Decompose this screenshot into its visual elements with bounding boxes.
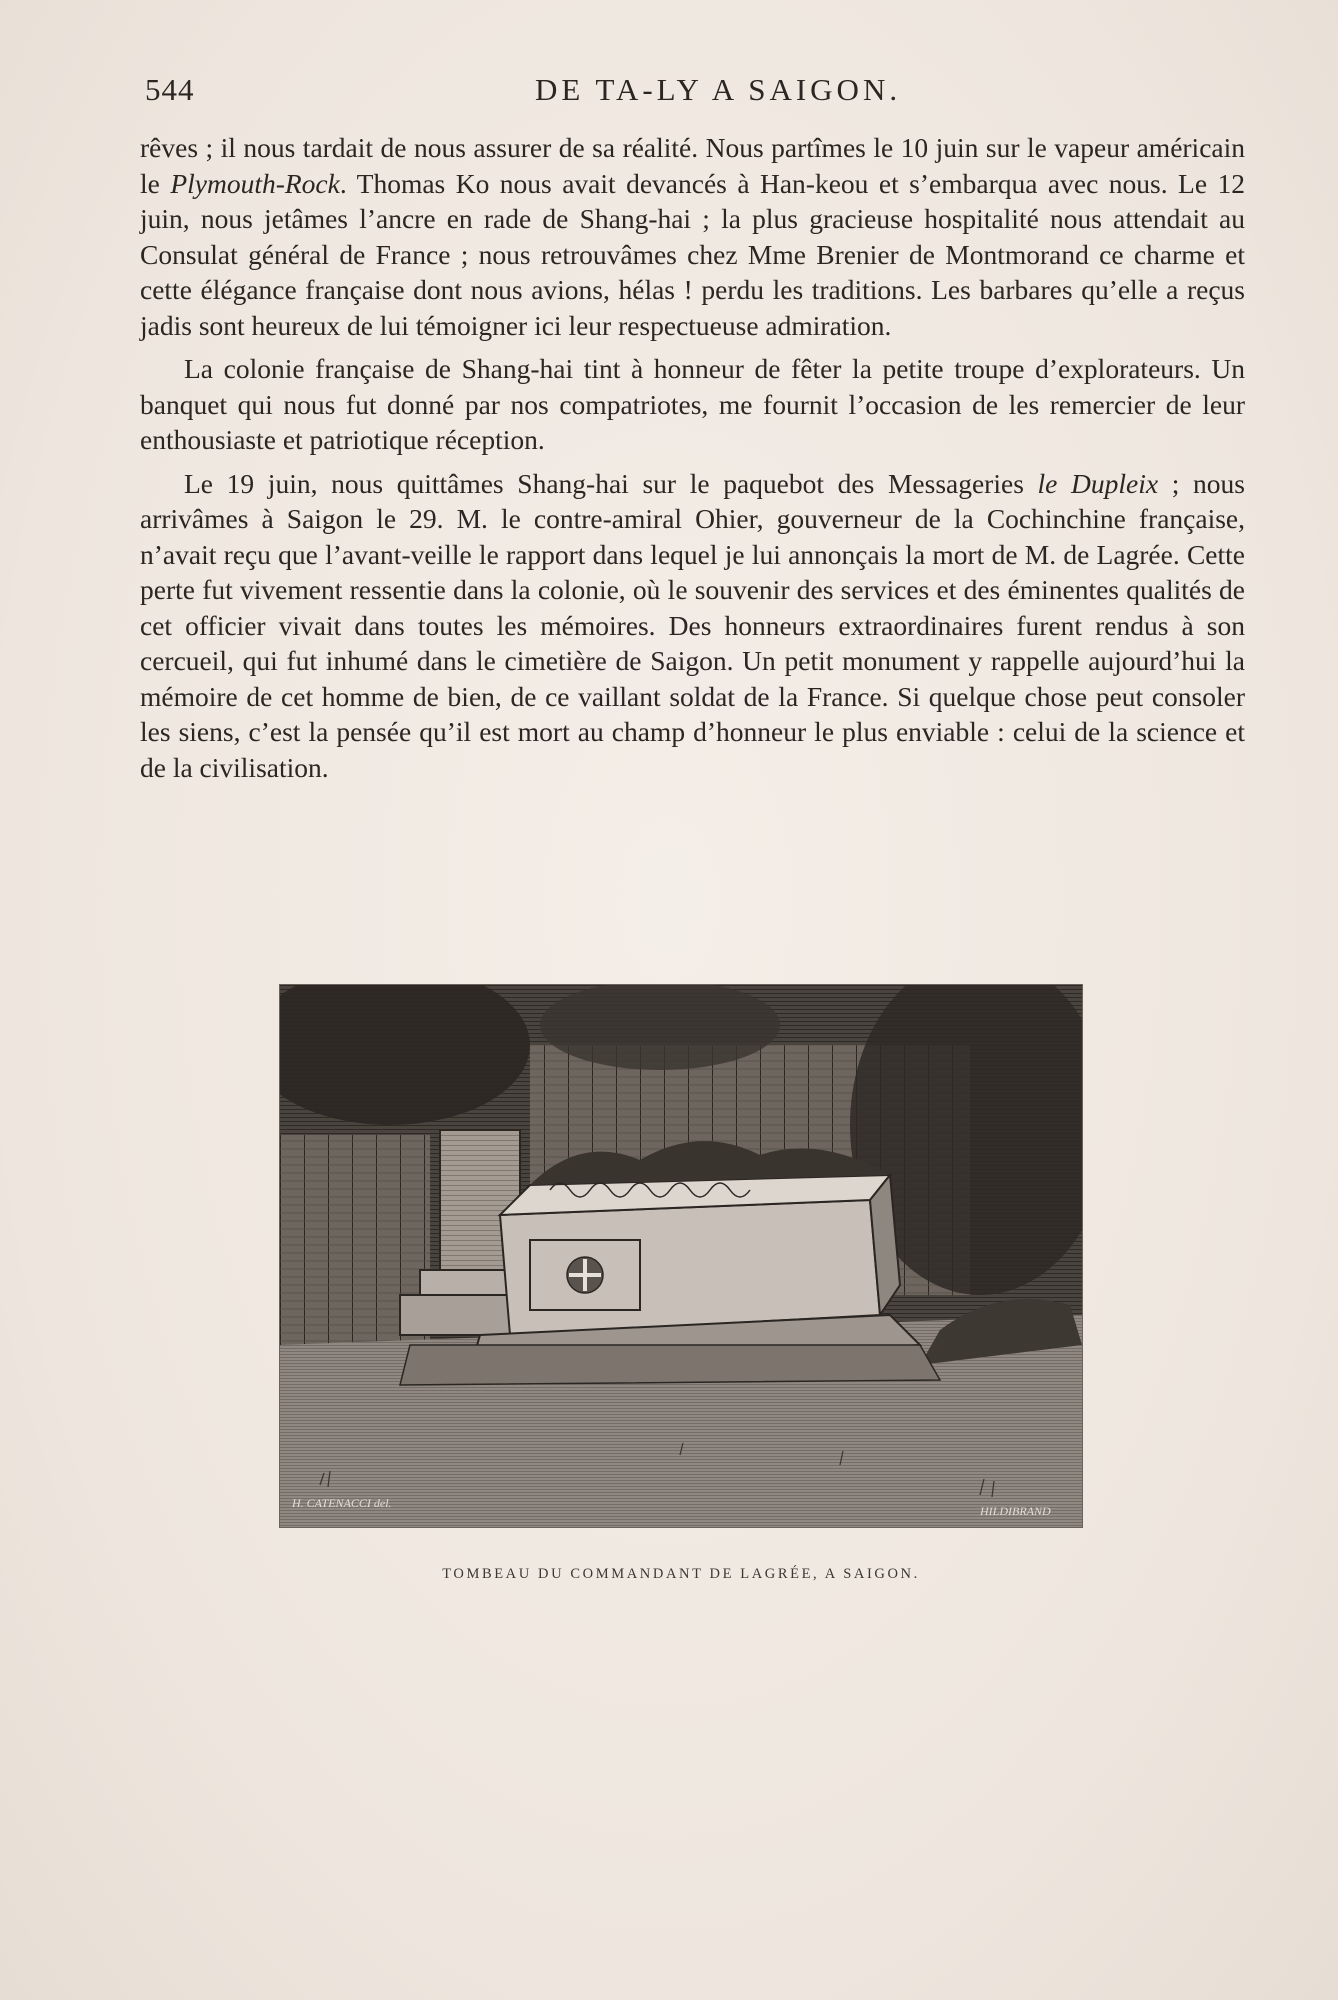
paragraph-2: La colonie française de Shang-hai tint à honneur de fêter la petite troupe d’explorateurs. Un banquet qui nous fut donné par nos compatriotes, me fournit l’occasion de les remercier de leur enthousiaste et patriotique réception. <box>140 353 1245 455</box>
cross-emblem <box>567 1257 603 1293</box>
engraver-signature-left: H. CATENACCI del. <box>292 1496 392 1510</box>
paragraph-3 <box>140 466 1245 786</box>
page-number: 544 <box>145 72 195 107</box>
engraving-drawing <box>280 985 1082 1527</box>
paragraph-1-text-a: rêves ; il nous tardait de nous assurer de sa réalité. Nous partîmes le 10 juin sur le vapeur américain le <box>140 132 1245 199</box>
paragraph-3-text-b: ; nous arrivâmes à Saigon le 29. M. le contre-amiral Ohier, gouverneur de la Cochinchine française, n’avait reçu que l’avant-veille le rapport dans lequel je lui annonçais la mort de M. de Lagrée. Cette perte fut vivement ressentie dans la colonie, où le souvenir des services et des éminentes qualités de cet officier vivait dans toutes les mémoires. Des honneurs extraordinaires furent rendus à son cercueil, qui fut inhumé dans le cimetière de Saigon. Un petit monument y rappelle aujourd’hui la mémoire de cet homme de bien, de ce vaillant soldat de la France. Si quelque chose peut consoler les siens, c’est la pensée qu’il est mort au champ d’honneur le plus enviable : celui de la science et de la civilisation. <box>140 467 1246 783</box>
paragraph-3-text-a: Le 19 juin, nous quittâmes Shang-hai sur le paquebot des Messageries <box>184 467 1038 499</box>
running-title: DE TA-LY A SAIGON. <box>535 72 902 107</box>
running-head <box>145 72 1245 112</box>
paragraph-1 <box>140 130 1245 343</box>
engraver-signature-right: HILDIBRAND <box>980 1504 1051 1518</box>
illustration-caption: TOMBEAU DU COMMANDANT DE LAGRÉE, A SAIGON. <box>442 1566 920 1582</box>
ship-name-plymouth-rock: Plymouth-Rock <box>170 167 340 199</box>
tomb-front <box>500 1200 880 1335</box>
tomb-slab <box>400 1345 940 1385</box>
tomb-engraving <box>280 985 1082 1527</box>
body-text <box>140 130 1245 793</box>
ship-name-dupleix: le Dupleix <box>1037 467 1159 499</box>
paragraph-1-text-b: . Thomas Ko nous avait devancés à Han-keou et s’embarqua avec nous. Le 12 juin, nous jetâmes l’ancre en rade de Shang-hai ; la plus gracieuse hospitalité nous attendait au Consulat général de France ; nous retrouvâmes chez Mme Brenier de Montmorand ce charme et cette élégance française dont nous avions, hélas ! perdu les traditions. Les barbares qu’elle a reçus jadis sont heureux de lui témoigner ici leur respectueuse admiration. <box>140 167 1245 341</box>
